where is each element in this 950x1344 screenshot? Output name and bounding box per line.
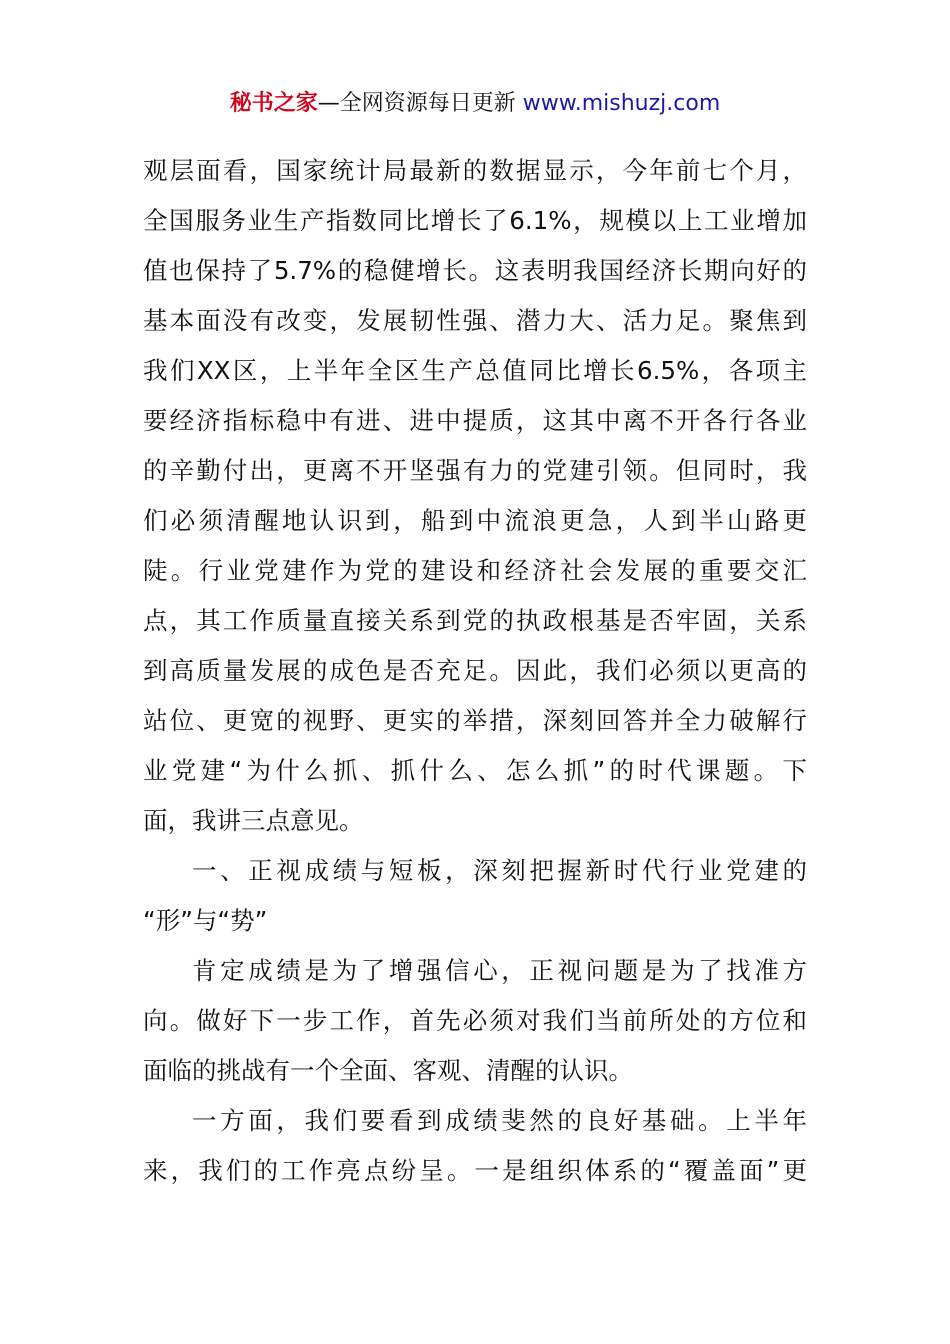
- text-line: 到高质量发展的成色是否充足。因此，我们必须以更高的: [143, 656, 807, 685]
- text-line: 业党建“为什么抓、抓什么、怎么抓”的时代课题。下: [143, 756, 807, 785]
- text-line: 们必须清醒地认识到，船到中流浪更急，人到半山路更: [143, 506, 807, 535]
- website-link[interactable]: www.mishuzj.com: [522, 91, 721, 116]
- text-line: 基本面没有改变，发展韧性强、潜力大、活力足。聚焦到: [143, 306, 807, 335]
- text-line: 的辛勤付出，更离不开坚强有力的党建引领。但同时，我: [143, 456, 807, 485]
- text-line: 我们XX区，上半年全区生产总值同比增长6.5%，各项主: [143, 356, 807, 385]
- text-line: 来，我们的工作亮点纷呈。一是组织体系的“覆盖面”更: [143, 1156, 807, 1185]
- text-line: 全国服务业生产指数同比增长了6.1%，规模以上工业增加: [143, 206, 807, 235]
- document-body: [143, 146, 807, 1196]
- text-line: 观层面看，国家统计局最新的数据显示，今年前七个月，: [143, 156, 807, 185]
- section-heading-cont: “形”与“势”: [143, 906, 268, 935]
- text-line: 值也保持了5.7%的稳健增长。这表明我国经济长期向好的: [143, 256, 807, 285]
- text-line: 面，我讲三点意见。: [143, 806, 364, 835]
- text-line: 点，其工作质量直接关系到党的执政根基是否牢固，关系: [143, 606, 807, 635]
- section-heading: 一、正视成绩与短板，深刻把握新时代行业党建的: [192, 856, 807, 885]
- brand-name: 秘书之家: [229, 91, 318, 116]
- header-tagline: —全网资源每日更新: [317, 91, 523, 116]
- text-line: 一方面，我们要看到成绩斐然的良好基础。上半年: [192, 1106, 807, 1135]
- text-line: 陡。行业党建作为党的建设和经济社会发展的重要交汇: [143, 556, 807, 585]
- text-line: 要经济指标稳中有进、进中提质，这其中离不开各行各业: [143, 406, 807, 435]
- text-line: 肯定成绩是为了增强信心，正视问题是为了找准方: [192, 956, 807, 985]
- page-header: [0, 88, 950, 120]
- text-line: 面临的挑战有一个全面、客观、清醒的认识。: [143, 1056, 633, 1085]
- text-line: 向。做好下一步工作，首先必须对我们当前所处的方位和: [143, 1006, 807, 1035]
- text-line: 站位、更宽的视野、更实的举措，深刻回答并全力破解行: [143, 706, 807, 735]
